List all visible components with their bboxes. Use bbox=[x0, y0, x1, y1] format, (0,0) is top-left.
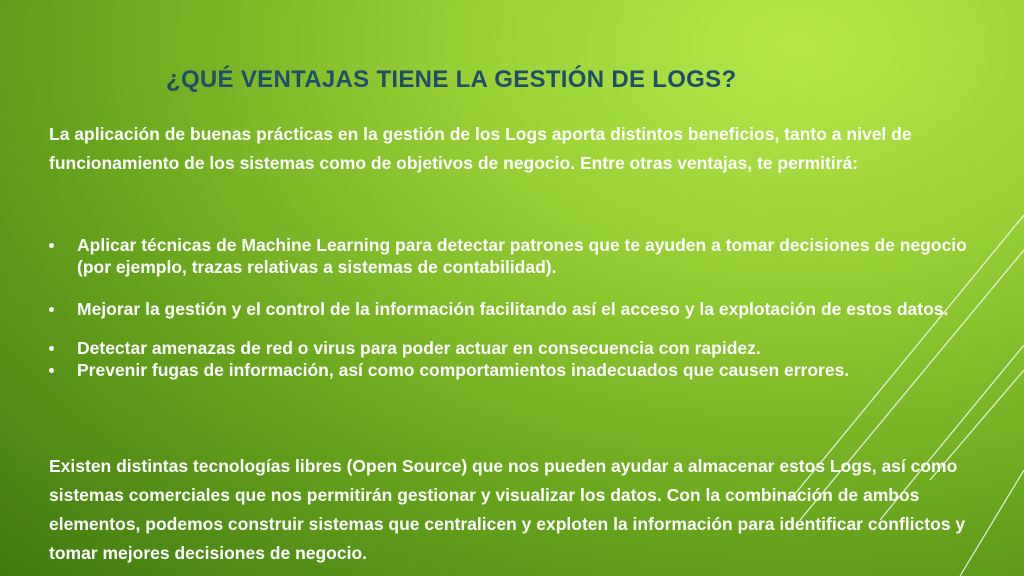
bullet-icon bbox=[49, 368, 54, 373]
benefits-list bbox=[49, 234, 989, 381]
list-item-text: Prevenir fugas de información, así como comportamientos inadecuados que causen errores. bbox=[77, 360, 850, 380]
list-item bbox=[49, 337, 989, 359]
list-item-text: Mejorar la gestión y el control de la información facilitando así el acceso y la explotación de estos datos. bbox=[77, 299, 949, 319]
list-item-text: Aplicar técnicas de Machine Learning para detectar patrones que te ayuden a tomar decisiones de negocio (por ejemplo, trazas relativas a sistemas de contabilidad). bbox=[77, 235, 967, 277]
list-item bbox=[49, 234, 989, 278]
bullet-icon bbox=[49, 307, 54, 312]
slide-title: ¿QUÉ VENTAJAS TIENE LA GESTIÓN DE LOGS? bbox=[166, 66, 737, 93]
bullet-icon bbox=[49, 243, 54, 248]
intro-paragraph: La aplicación de buenas prácticas en la gestión de los Logs aporta distintos beneficios, tanto a nivel de funcionamiento de los sistemas como de objetivos de negocio. Entre otras ventajas, te permitirá: bbox=[49, 124, 912, 173]
list-item bbox=[49, 298, 989, 320]
closing-paragraph: Existen distintas tecnologías libres (Open Source) que nos pueden ayudar a almacenar estos Logs, así como sistemas comerciales que nos permitirán gestionar y visualizar los datos. Con la combinación de ambos elementos, podemos construir sistemas que centralicen y exploten la información para identificar conflictos y tomar mejores decisiones de negocio. bbox=[49, 456, 966, 563]
list-item bbox=[49, 359, 989, 381]
bullet-icon bbox=[49, 346, 54, 351]
list-item-text: Detectar amenazas de red o virus para poder actuar en consecuencia con rapidez. bbox=[77, 338, 761, 358]
